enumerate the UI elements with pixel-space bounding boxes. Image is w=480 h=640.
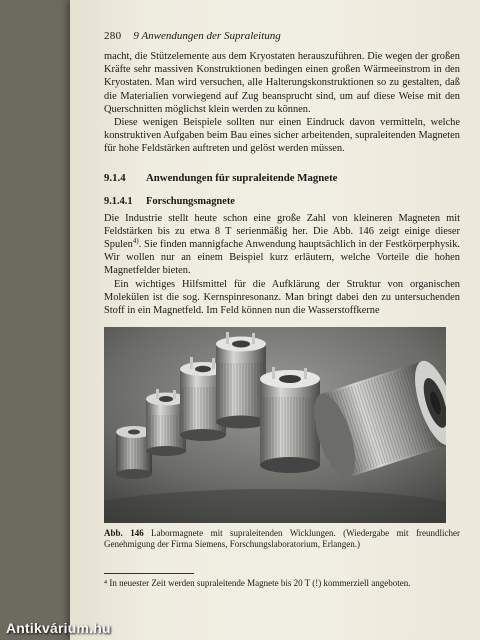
book-page — [70, 0, 480, 640]
footnote: ⁴ In neuester Zeit werden supraleitende Magnete bis 20 T (!) kommerziell angeboten. — [104, 577, 411, 588]
figure-caption-label: Abb. 146 — [104, 528, 144, 539]
paragraph-continued: macht, die Stützelemente aus dem Kryostaten herauszuführen. Die wegen der großen Kräfte sehr massiven Konstruktionen bedingen einen großen Wärmeeinstrom in den Kryostaten. Man wird versuchen, alle Halterungskonstruktionen so zu gestalten, daß die Materialien vorwiegend auf Zug beansprucht sind, um auf diese Weise mit den Querschnitten möglichst klein werden zu können. — [104, 51, 460, 115]
paragraph-nmr: Ein wichtiges Hilfsmittel für die Aufklärung der Struktur von organischen Molekülen ist die sog. Kernspinresonanz. Man bringt dabei den zu untersuchenden Stoff in ein Magnetfeld. Im Feld können nun die Wasserstoffkerne — [104, 278, 460, 317]
page-number: 280 — [104, 30, 122, 42]
figure-caption-text: Labormagnete mit supraleitenden Wicklungen. (Wiedergabe mit freundlicher Genehmigung der Firma Siemens, Forschungslaboratorium, Erlangen.) — [104, 528, 460, 550]
subsection-number: 9.1.4.1 — [104, 195, 133, 207]
footnote-rule — [104, 573, 194, 574]
paragraph-examples: Diese wenigen Beispiele sollten nur einen Eindruck davon vermitteln, welche konstruktiven Aufgaben beim Bau eines sicher arbeitenden, supraleitenden Magneten für hohe Feldstärken auftreten und gelöst werden müssen. — [104, 117, 460, 155]
section-heading — [104, 172, 460, 184]
subsection-heading — [104, 196, 460, 207]
watermark-logo: Antikvárium.hu — [6, 620, 111, 636]
subsection-title: Forschungsmagnete — [146, 195, 235, 207]
magnets-photo-illustration — [104, 327, 446, 523]
paragraph-industry-end: . Sie finden mannigfache Anwendung hauptsächlich in der Festkörperphysik. Wir wollen nur an einem Beispiel kurz erläutern, welche Vorteile die hohen Magnetfelder bieten. — [104, 239, 460, 277]
running-head — [104, 30, 460, 42]
section-number: 9.1.4 — [104, 171, 126, 184]
figure-photo-magnets — [104, 327, 446, 523]
magnet-medium-2 — [216, 332, 266, 429]
chapter-title: 9 Anwendungen der Supraleitung — [133, 30, 281, 42]
page-content — [104, 30, 460, 589]
section-title: Anwendungen für supraleitende Magnete — [146, 171, 338, 184]
figure-caption — [104, 528, 460, 550]
magnet-large-1 — [260, 367, 320, 473]
footnote-mark: 4) — [132, 237, 139, 246]
paragraph-industry — [104, 212, 460, 278]
paragraph-industry-start: Die Industrie stellt heute schon eine große Zahl von kleineren Magneten mit Feldstärken bis zu etwa 8 T serienmäßig her. Die Abb. 146 zeigt einige dieser Spulen — [104, 212, 460, 251]
